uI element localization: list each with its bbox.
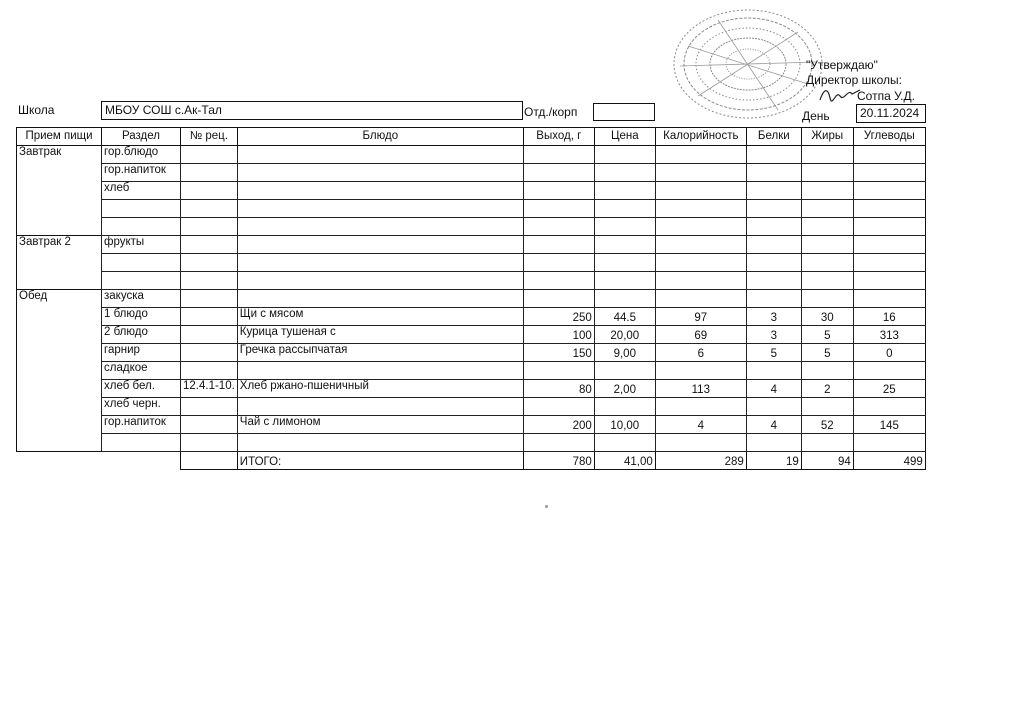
carbs-cell (853, 236, 925, 254)
recipe-cell: 12.4.1-10. (181, 380, 238, 398)
price-cell (594, 254, 655, 272)
total-price-cell: 41,00 (594, 452, 655, 470)
column-header: Калорийность (655, 128, 746, 146)
calories-cell: 4 (655, 416, 746, 434)
director-label: Директор школы: (806, 73, 902, 87)
column-header: Цена (594, 128, 655, 146)
protein-cell: 5 (746, 344, 801, 362)
protein-cell (746, 290, 801, 308)
meal-cell (17, 380, 102, 398)
recipe-cell (181, 416, 238, 434)
price-cell (594, 290, 655, 308)
day-value-box: 20.11.2024 (856, 104, 926, 123)
dish-cell (237, 254, 523, 272)
price-cell: 20,00 (594, 326, 655, 344)
fat-cell (801, 236, 853, 254)
dish-cell: Чай с лимоном (237, 416, 523, 434)
protein-cell: 4 (746, 380, 801, 398)
section-cell: гор.блюдо (102, 146, 181, 164)
output-cell (523, 200, 594, 218)
blank-cell (102, 452, 181, 470)
meal-cell (17, 182, 102, 200)
carbs-cell: 0 (853, 344, 925, 362)
carbs-cell (853, 200, 925, 218)
fat-cell (801, 200, 853, 218)
carbs-cell: 145 (853, 416, 925, 434)
column-header: Прием пищи (17, 128, 102, 146)
director-name: Сотпа У.Д. (857, 89, 915, 103)
price-cell (594, 146, 655, 164)
total-calories-cell: 289 (655, 452, 746, 470)
carbs-cell (853, 398, 925, 416)
fat-cell (801, 272, 853, 290)
table-row (17, 146, 926, 164)
recipe-cell (181, 146, 238, 164)
carbs-cell: 16 (853, 308, 925, 326)
calories-cell (655, 218, 746, 236)
meal-cell (17, 254, 102, 272)
protein-cell (746, 218, 801, 236)
total-row (17, 452, 926, 470)
table-row (17, 182, 926, 200)
total-output-cell: 780 (523, 452, 594, 470)
output-cell: 200 (523, 416, 594, 434)
protein-cell (746, 434, 801, 452)
protein-cell (746, 362, 801, 380)
section-cell: хлеб (102, 182, 181, 200)
dish-cell (237, 434, 523, 452)
dept-label: Отд./корп (524, 105, 578, 119)
total-recipe-cell (181, 452, 238, 470)
fat-cell (801, 182, 853, 200)
table-row (17, 290, 926, 308)
total-fat-cell: 94 (801, 452, 853, 470)
table-row (17, 362, 926, 380)
meal-cell (17, 164, 102, 182)
dish-cell (237, 146, 523, 164)
dish-cell: Хлеб ржано-пшеничный (237, 380, 523, 398)
recipe-cell (181, 434, 238, 452)
fat-cell (801, 164, 853, 182)
price-cell (594, 182, 655, 200)
price-cell: 10,00 (594, 416, 655, 434)
section-cell: 2 блюдо (102, 326, 181, 344)
fat-cell: 5 (801, 326, 853, 344)
approve-title: "Утверждаю" (806, 58, 878, 72)
output-cell (523, 290, 594, 308)
fat-cell (801, 398, 853, 416)
fat-cell (801, 290, 853, 308)
section-cell (102, 218, 181, 236)
section-cell: сладкое (102, 362, 181, 380)
carbs-cell (853, 254, 925, 272)
protein-cell (746, 146, 801, 164)
carbs-cell (853, 290, 925, 308)
protein-cell: 3 (746, 326, 801, 344)
dish-cell: Курица тушеная с (237, 326, 523, 344)
meal-cell (17, 326, 102, 344)
meal-cell (17, 434, 102, 452)
recipe-cell (181, 182, 238, 200)
carbs-cell (853, 218, 925, 236)
fat-cell: 30 (801, 308, 853, 326)
fat-cell (801, 146, 853, 164)
calories-cell (655, 434, 746, 452)
section-cell (102, 200, 181, 218)
calories-cell: 6 (655, 344, 746, 362)
dish-cell (237, 398, 523, 416)
output-cell: 250 (523, 308, 594, 326)
column-header: Жиры (801, 128, 853, 146)
meal-cell (17, 218, 102, 236)
calories-cell (655, 272, 746, 290)
meal-cell (17, 398, 102, 416)
school-label: Школа (18, 103, 55, 117)
table-row (17, 398, 926, 416)
fat-cell: 52 (801, 416, 853, 434)
fat-cell (801, 218, 853, 236)
total-label-cell: ИТОГО: (237, 452, 523, 470)
meal-cell: Обед (17, 290, 102, 308)
output-cell: 150 (523, 344, 594, 362)
section-cell: гор.напиток (102, 164, 181, 182)
table-header-row (17, 128, 926, 146)
recipe-cell (181, 398, 238, 416)
dish-cell (237, 290, 523, 308)
column-header: Углеводы (853, 128, 925, 146)
output-cell (523, 272, 594, 290)
recipe-cell (181, 308, 238, 326)
output-cell (523, 182, 594, 200)
price-cell: 44.5 (594, 308, 655, 326)
section-cell: гарнир (102, 344, 181, 362)
dish-cell: Гречка рассыпчатая (237, 344, 523, 362)
section-cell (102, 434, 181, 452)
price-cell: 9,00 (594, 344, 655, 362)
output-cell (523, 236, 594, 254)
meal-cell (17, 308, 102, 326)
calories-cell: 69 (655, 326, 746, 344)
blank-cell (17, 452, 102, 470)
table-row (17, 236, 926, 254)
calories-cell: 113 (655, 380, 746, 398)
price-cell (594, 362, 655, 380)
section-cell: закуска (102, 290, 181, 308)
table-row (17, 218, 926, 236)
column-header: Раздел (102, 128, 181, 146)
fat-cell: 5 (801, 344, 853, 362)
dish-cell (237, 164, 523, 182)
price-cell (594, 200, 655, 218)
protein-cell (746, 254, 801, 272)
carbs-cell (853, 272, 925, 290)
column-header: № рец. (181, 128, 238, 146)
signature-icon (818, 84, 862, 106)
dish-cell: Щи с мясом (237, 308, 523, 326)
dept-value-box (593, 103, 655, 121)
recipe-cell (181, 344, 238, 362)
dish-cell (237, 236, 523, 254)
table-row (17, 164, 926, 182)
calories-cell: 97 (655, 308, 746, 326)
table-row (17, 416, 926, 434)
output-cell: 100 (523, 326, 594, 344)
calories-cell (655, 362, 746, 380)
protein-cell (746, 164, 801, 182)
carbs-cell: 25 (853, 380, 925, 398)
recipe-cell (181, 164, 238, 182)
meal-cell (17, 362, 102, 380)
dish-cell (237, 272, 523, 290)
meal-cell (17, 272, 102, 290)
protein-cell (746, 236, 801, 254)
protein-cell (746, 182, 801, 200)
calories-cell (655, 146, 746, 164)
dish-cell (237, 362, 523, 380)
column-header: Блюдо (237, 128, 523, 146)
recipe-cell (181, 254, 238, 272)
recipe-cell (181, 290, 238, 308)
total-carbs-cell: 499 (853, 452, 925, 470)
meal-cell: Завтрак (17, 146, 102, 164)
output-cell (523, 398, 594, 416)
section-cell: хлеб черн. (102, 398, 181, 416)
carbs-cell (853, 182, 925, 200)
output-cell (523, 218, 594, 236)
carbs-cell (853, 164, 925, 182)
table-row (17, 326, 926, 344)
carbs-cell: 313 (853, 326, 925, 344)
fat-cell: 2 (801, 380, 853, 398)
meal-cell (17, 200, 102, 218)
section-cell: гор.напиток (102, 416, 181, 434)
price-cell (594, 164, 655, 182)
column-header: Белки (746, 128, 801, 146)
output-cell: 80 (523, 380, 594, 398)
calories-cell (655, 200, 746, 218)
recipe-cell (181, 272, 238, 290)
section-cell: 1 блюдо (102, 308, 181, 326)
carbs-cell (853, 362, 925, 380)
table-row (17, 254, 926, 272)
carbs-cell (853, 434, 925, 452)
dish-cell (237, 218, 523, 236)
output-cell (523, 146, 594, 164)
table-row (17, 272, 926, 290)
price-cell: 2,00 (594, 380, 655, 398)
table-row (17, 380, 926, 398)
protein-cell: 4 (746, 416, 801, 434)
price-cell (594, 236, 655, 254)
protein-cell: 3 (746, 308, 801, 326)
price-cell (594, 272, 655, 290)
column-header: Выход, г (523, 128, 594, 146)
fat-cell (801, 362, 853, 380)
price-cell (594, 398, 655, 416)
protein-cell (746, 398, 801, 416)
calories-cell (655, 254, 746, 272)
fat-cell (801, 254, 853, 272)
price-cell (594, 218, 655, 236)
table-row (17, 434, 926, 452)
carbs-cell (853, 146, 925, 164)
section-cell (102, 272, 181, 290)
output-cell (523, 164, 594, 182)
meal-cell (17, 416, 102, 434)
protein-cell (746, 200, 801, 218)
section-cell: фрукты (102, 236, 181, 254)
dish-cell (237, 200, 523, 218)
dish-cell (237, 182, 523, 200)
recipe-cell (181, 236, 238, 254)
section-cell: хлеб бел. (102, 380, 181, 398)
recipe-cell (181, 362, 238, 380)
meal-cell: Завтрак 2 (17, 236, 102, 254)
protein-cell (746, 272, 801, 290)
calories-cell (655, 236, 746, 254)
section-cell (102, 254, 181, 272)
output-cell (523, 434, 594, 452)
output-cell (523, 362, 594, 380)
price-cell (594, 434, 655, 452)
recipe-cell (181, 326, 238, 344)
output-cell (523, 254, 594, 272)
recipe-cell (181, 218, 238, 236)
table-row (17, 344, 926, 362)
table-row (17, 200, 926, 218)
day-label: День (802, 109, 830, 123)
fat-cell (801, 434, 853, 452)
meal-cell (17, 344, 102, 362)
recipe-cell (181, 200, 238, 218)
scan-speck (545, 505, 548, 508)
calories-cell (655, 290, 746, 308)
total-protein-cell: 19 (746, 452, 801, 470)
calories-cell (655, 182, 746, 200)
calories-cell (655, 398, 746, 416)
calories-cell (655, 164, 746, 182)
table-row (17, 308, 926, 326)
official-stamp-icon (668, 6, 828, 124)
school-value-box: МБОУ СОШ с.Ак-Тал (101, 101, 523, 120)
menu-table (16, 127, 926, 470)
